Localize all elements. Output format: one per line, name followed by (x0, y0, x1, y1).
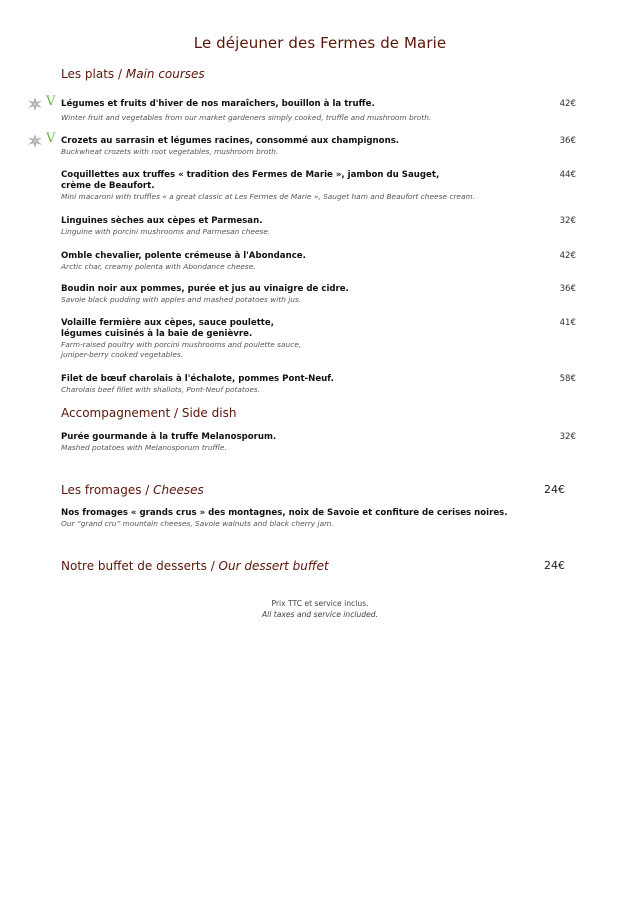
section-price-cheeses: 24€ (544, 483, 565, 496)
item-price: 32€ (559, 216, 576, 226)
edelweiss-icon (26, 97, 44, 111)
item-desc-en: Mini macaroni with truffles « a great classic at Les Fermes de Marie », Sauget ham and Beaufort cheese cream. (61, 192, 476, 201)
item-name-fr: Coquillettes aux truffes « tradition des Fermes de Marie », jambon du Sauget, (61, 170, 440, 180)
item-desc-en: Farm-raised poultry with porcini mushrooms and poulette sauce, (61, 340, 302, 349)
section-heading-fr: Accompagnement / (61, 406, 182, 420)
item-price: 32€ (559, 432, 576, 442)
vegetarian-v-icon: V (46, 131, 56, 146)
item-name-fr: Filet de bœuf charolais à l'échalote, pommes Pont-Neuf. (61, 374, 334, 384)
item-price: 58€ (559, 374, 576, 384)
edelweiss-icon (26, 134, 44, 148)
item-name-fr: Légumes et fruits d'hiver de nos maraîchers, bouillon à la truffe. (61, 99, 375, 109)
section-heading-main-courses (61, 67, 205, 81)
section-heading-cheeses (61, 483, 204, 497)
item-desc-en: Linguine with porcini mushrooms and Parmesan cheese. (61, 227, 271, 236)
section-heading-en: Cheeses (153, 483, 204, 497)
menu-item (61, 508, 576, 529)
item-desc-en: Buckwheat crozets with root vegetables, mushroom broth. (61, 147, 279, 156)
item-price: 36€ (559, 284, 576, 294)
section-heading-side-dish (61, 406, 236, 420)
menu-item (61, 216, 576, 237)
item-name-fr: Boudin noir aux pommes, purée et jus au vinaigre de cidre. (61, 284, 349, 294)
section-heading-en: Main courses (125, 67, 205, 81)
item-desc-en: Arctic char, creamy polenta with Abondance cheese. (61, 262, 256, 271)
item-name-fr-line2: légumes cuisinés à la baie de genièvre. (61, 329, 253, 339)
item-desc-en-line2: juniper-berry cooked vegetables. (61, 350, 184, 359)
item-price: 42€ (559, 251, 576, 261)
footer-en: All taxes and service included. (261, 610, 379, 619)
menu-item (61, 374, 576, 395)
menu-item (61, 170, 576, 202)
item-desc-en: Our “grand cru” mountain cheeses, Savoie walnuts and black cherry jam. (61, 519, 334, 528)
item-name-fr: Crozets au sarrasin et légumes racines, consommé aux champignons. (61, 136, 400, 146)
item-icons (26, 131, 58, 148)
item-name-fr: Nos fromages « grands crus » des montagnes, noix de Savoie et confiture de cerises noires. (61, 508, 508, 518)
item-name-fr-line2: crème de Beaufort. (61, 181, 155, 191)
menu-item (61, 99, 576, 123)
item-price: 42€ (559, 99, 576, 109)
section-heading-en: Our dessert buffet (218, 559, 329, 573)
section-heading-fr: Les plats / (61, 67, 126, 81)
menu-item (61, 136, 576, 157)
item-desc-en: Winter fruit and vegetables from our market gardeners simply cooked, truffle and mushroom broth. (61, 113, 432, 122)
menu-item (61, 251, 576, 272)
footer-note (0, 598, 640, 620)
item-price: 44€ (559, 170, 576, 180)
item-name-fr: Linguines sèches aux cèpes et Parmesan. (61, 216, 263, 226)
menu-title: Le déjeuner des Fermes de Marie (193, 34, 447, 52)
item-desc-en: Savoie black pudding with apples and mashed potatoes with jus. (61, 295, 302, 304)
item-price: 41€ (559, 318, 576, 328)
item-icons (26, 94, 58, 111)
section-heading-dessert-buffet (61, 559, 329, 573)
section-heading-fr: Les fromages / (61, 483, 154, 497)
section-heading-en: Side dish (181, 406, 237, 420)
item-price: 36€ (559, 136, 576, 146)
item-desc-en: Charolais beef fillet with shallots, Pont-Neuf potatoes. (61, 385, 261, 394)
item-name-fr: Volaille fermière aux cèpes, sauce poulette, (61, 318, 275, 328)
footer-fr: Prix TTC et service inclus. (271, 599, 369, 608)
menu-item (61, 318, 576, 360)
section-heading-fr: Notre buffet de desserts / (61, 559, 219, 573)
menu-item (61, 432, 576, 453)
item-name-fr: Omble chevalier, polente crémeuse à l'Abondance. (61, 251, 306, 261)
item-desc-en: Mashed potatoes with Melanosporum truffle. (61, 443, 227, 452)
menu-item (61, 284, 576, 305)
vegetarian-v-icon: V (46, 94, 56, 109)
section-price-dessert: 24€ (544, 559, 565, 572)
item-name-fr: Purée gourmande à la truffe Melanosporum. (61, 432, 277, 442)
